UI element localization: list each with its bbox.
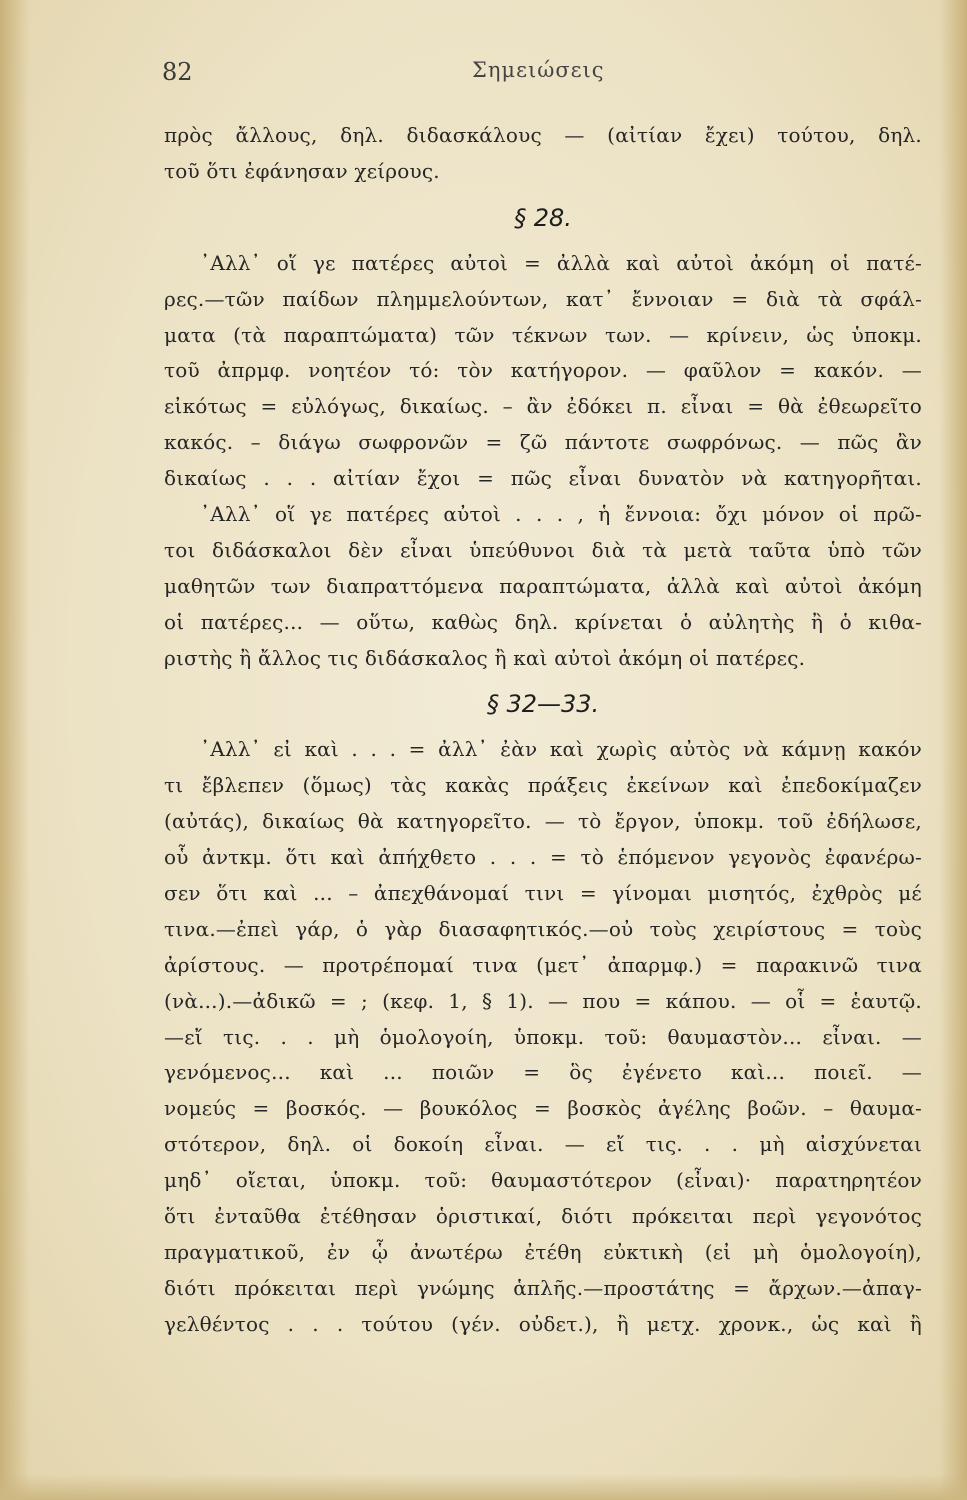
page-shadow-bottom [0,1474,967,1500]
text-line: δικαίως . . . αἰτίαν ἔχοι = πῶς εἶναι δυνατὸν νὰ κατηγορῆται. [164,466,922,491]
text-line: ρες.—τῶν παίδων πλημμελούντων, κατ᾿ ἔννοιαν = διὰ τὰ σφάλ- [164,286,922,311]
text-line: πρὸς ἄλλους, δηλ. διδασκάλους — (αἰτίαν ἔχει) τούτου, δηλ. [164,123,922,147]
text-line: νομεύς = βοσκός. — βουκόλος = βοσκὸς ἀγέλης βοῶν. – θαυμα- [164,1096,922,1121]
text-line: τοι διδάσκαλοι δὲν εἶναι ὑπεύθυνοι διὰ τὰ μετὰ ταῦτα ὑπὸ τῶν [164,537,922,562]
text-line: τοῦ ἀπρμφ. νοητέον τό: τὸν κατήγορον. — φαῦλον = κακόν. — [164,358,922,383]
text-line: ᾿Αλλ᾿ εἰ καὶ . . . = ἀλλ᾿ ἐὰν καὶ χωρὶς αὐτὸς νὰ κάμνῃ κακόν [200,737,922,762]
text-line: οὗ ἀντκμ. ὅτι καὶ ἀπήχθετο . . . = τὸ ἑπόμενον γεγονὸς ἐφανέρω- [164,845,922,870]
text-line: (νὰ...).—ἀδικῶ = ; (κεφ. 1, § 1). — που = κάπου. — οἷ = ἑαυτῷ. [164,988,922,1013]
notes-text [164,118,922,1343]
text-line: διότι πρόκειται περὶ γνώμης ἁπλῆς.—προστάτης = ἄρχων.—ἀπαγ- [164,1275,922,1300]
running-title: Σημειώσεις [472,58,605,82]
text-line: μαθητῶν των διαπραττόμενα παραπτώματα, ἀλλὰ καὶ αὐτοὶ ἀκόμη [164,573,922,598]
text-line: ριστὴς ἢ ἄλλος τις διδάσκαλος ἢ καὶ αὐτοὶ ἀκόμη οἱ πατέρες. [164,645,806,670]
text-line: πραγματικοῦ, ἐν ᾧ ἀνωτέρω ἐτέθη εὐκτικὴ (εἰ μὴ ὁμολογοίη), [164,1239,922,1264]
text-line: οἱ πατέρες... — οὕτω, καθὼς δηλ. κρίνεται ὁ αὐλητὴς ἢ ὁ κιθα- [164,609,922,634]
text-line: ᾿Αλλ᾿ οἵ γε πατέρες αὐτοὶ = ἀλλὰ καὶ αὐτοὶ ἀκόμη οἱ πατέ- [200,250,922,275]
text-line: —εἴ τις. . . μὴ ὁμολογοίη, ὑποκμ. τοῦ: θαυμαστὸν... εἶναι. — [164,1024,922,1049]
text-line: ἀρίστους. — προτρέπομαί τινα (μετ᾿ ἀπαρμφ.) = παρακινῶ τινα [164,952,922,977]
text-line: ᾿Αλλ᾿ οἵ γε πατέρες αὐτοὶ . . . , ἡ ἔννοια: ὄχι μόνον οἱ πρῶ- [200,502,922,527]
text-line: γενόμενος... καὶ ... ποιῶν = ὃς ἐγένετο καὶ... ποιεῖ. — [164,1060,922,1085]
text-line: στότερον, δηλ. οἱ δοκοίη εἶναι. — εἴ τις. . . μὴ αἰσχύνεται [164,1132,922,1157]
page-header [162,58,922,92]
page-number: 82 [162,58,193,86]
text-line: τινα.—ἐπεὶ γάρ, ὁ γὰρ διασαφητικός.—οὐ τοὺς χειρίστους = τοὺς [164,916,922,941]
page-shadow-left [0,0,30,1500]
text-line: γελθέντος . . . τούτου (γέν. οὐδετ.), ἢ μετχ. χρονκ., ὡς καὶ ἢ [164,1311,922,1336]
section-heading-28: § 28. [514,203,572,232]
text-line: (αὐτάς), δικαίως θὰ κατηγορεῖτο. — τὸ ἔργον, ὑποκμ. τοῦ ἐδήλωσε, [164,809,922,834]
section-heading-32-33: § 32—33. [486,690,600,719]
text-line: κακός. – διάγω σωφρονῶν = ζῶ πάντοτε σωφρόνως. — πῶς ἂν [164,430,922,455]
text-line: τι ἔβλεπεν (ὅμως) τὰς κακὰς πράξεις ἐκείνων καὶ ἐπεδοκίμαζεν [164,773,922,798]
text-line: εἰκότως = εὐλόγως, δικαίως. – ἂν ἐδόκει π. εἶναι = θὰ ἐθεωρεῖτο [164,394,922,419]
text-line: ματα (τὰ παραπτώματα) τῶν τέκνων των. — κρίνειν, ὡς ὑποκμ. [164,322,922,347]
page-shadow-right [939,0,967,1500]
text-line: τοῦ ὅτι ἐφάνησαν χείρους. [164,158,440,183]
text-line: ὅτι ἐνταῦθα ἐτέθησαν ὁριστικαί, διότι πρόκειται περὶ γεγονότος [164,1204,922,1229]
text-line: σεν ὅτι καὶ ... – ἀπεχθάνομαί τινι = γίνομαι μισητός, ἐχθρὸς μέ [164,881,922,906]
text-line: μηδ᾿ οἴεται, ὑποκμ. τοῦ: θαυμαστότερον (εἶναι)· παρατηρητέον [164,1168,922,1193]
